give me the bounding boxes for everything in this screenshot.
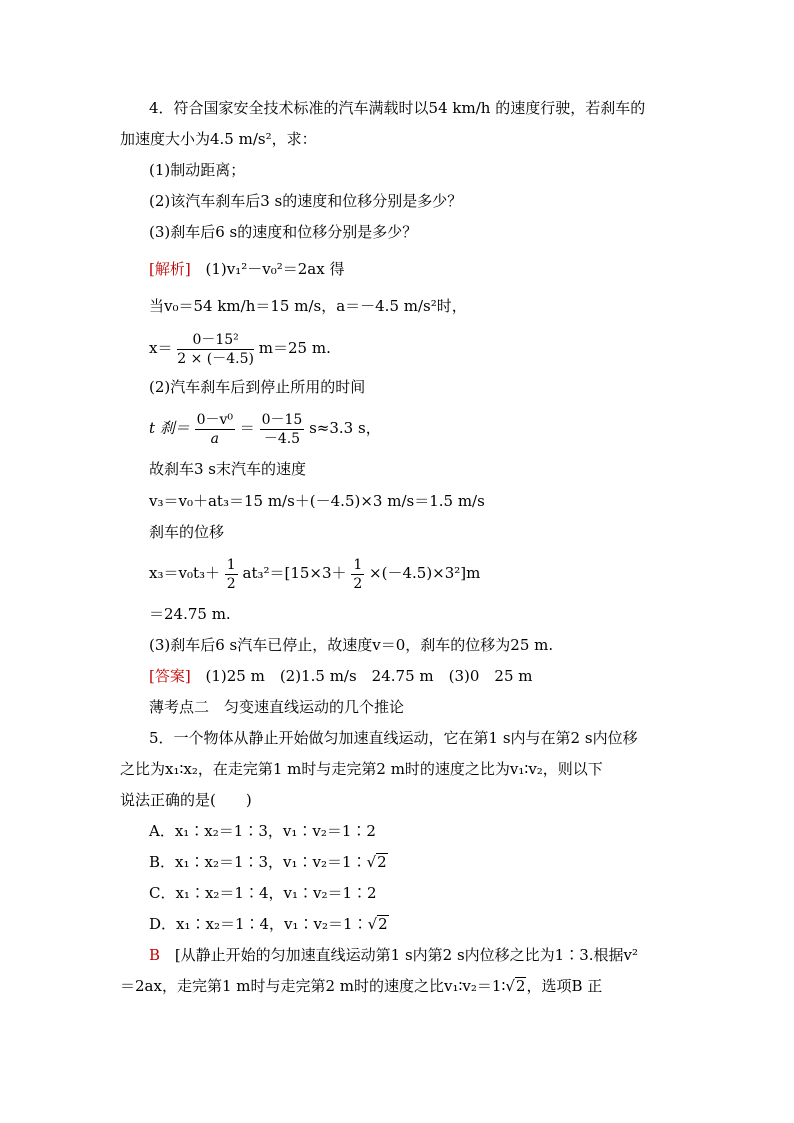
answer-text: (1)25 m (2)1.5 m/s 24.75 m (3)0 25 m	[205, 667, 533, 685]
q4-part3: (3)刹车后6 s的速度和位移分别是多少？	[149, 223, 418, 241]
sqrt-icon: √	[367, 915, 378, 933]
x3-part-a: x₃＝v₀t₃＋	[149, 564, 221, 582]
x3-formula	[149, 553, 480, 593]
q4-part2: (2)该汽车刹车后3 s的速度和位移分别是多少？	[149, 192, 463, 210]
t-numerator-1: 0－v⁰	[196, 411, 234, 428]
q4-part1: (1)制动距离；	[149, 161, 246, 179]
x-fraction	[177, 331, 254, 368]
half-num-1: 1	[226, 556, 236, 573]
q5-line1: 5．一个物体从静止开始做匀加速直线运动，它在第1 s内与在第2 s内位移	[149, 729, 638, 747]
t-denominator-2: －4.5	[263, 430, 301, 447]
t-lhs: t 刹＝	[149, 419, 190, 437]
jiexi-condition: 当v₀＝54 km/h＝15 m/s，a＝－4.5 m/s²时，	[149, 297, 467, 315]
velocity-intro: 故刹车3 s末汽车的速度	[149, 460, 307, 478]
t-fraction-2	[260, 411, 305, 448]
q4-line2: 加速度大小为4.5 m/s²，求：	[120, 130, 317, 148]
half-num-2: 1	[353, 556, 363, 573]
t-denominator-1: a	[210, 430, 219, 447]
t-numerator-2: 0－15	[261, 411, 303, 428]
x-numerator: 0－15²	[177, 331, 254, 350]
option-a: A．x₁∶x₂＝1∶3，v₁∶v₂＝1∶2	[149, 822, 376, 840]
option-c: C．x₁∶x₂＝1∶4，v₁∶v₂＝1∶2	[149, 884, 377, 902]
option-d-text: D．x₁∶x₂＝1∶4，v₁∶v₂＝1∶	[149, 915, 368, 933]
solution5-text2b: ，选项B 正	[526, 977, 603, 995]
part3-solution: (3)刹车后6 s汽车已停止，故速度v＝0，刹车的位移为25 m.	[149, 636, 554, 654]
t-rhs: s≈3.3 s，	[309, 419, 381, 437]
option-b	[149, 851, 388, 873]
answer-tag: [答案]	[149, 667, 191, 685]
jiexi-tag: [解析]	[149, 260, 191, 278]
solution5-line1	[149, 944, 638, 966]
x-rhs: m＝25 m.	[258, 339, 331, 357]
displacement-intro: 刹车的位移	[149, 523, 225, 541]
x3-result: ＝24.75 m.	[149, 605, 231, 623]
q5-line2: 之比为x₁∶x₂，在走完第1 m时与走完第2 m时的速度之比为v₁∶v₂，则以下	[120, 760, 603, 778]
solution5-radicand: 2	[515, 977, 526, 995]
velocity-eq: v₃＝v₀＋at₃＝15 m/s＋(－4.5)×3 m/s＝1.5 m/s	[149, 492, 485, 510]
solution5-line2	[120, 975, 602, 997]
half-den-2: 2	[353, 575, 363, 592]
section-title: 薄考点二 匀变速直线运动的几个推论	[149, 698, 405, 716]
half-fraction-2	[351, 556, 364, 593]
jiexi-eq1: (1)v₁²－v₀²＝2ax 得	[205, 260, 345, 278]
option-b-radicand: 2	[377, 853, 387, 871]
option-d	[149, 913, 389, 935]
x-denominator: 2 × (－4.5)	[177, 350, 254, 367]
solution5-text1: [从静止开始的匀加速直线运动第1 s内第2 s内位移之比为1∶3.根据v²	[174, 946, 639, 964]
x-lhs: x＝	[149, 339, 173, 357]
t-fraction-1	[195, 411, 235, 448]
x-formula	[149, 328, 331, 368]
x3-part-c: ×(－4.5)×3²]m	[369, 564, 481, 582]
q5-line3: 说法正确的是( )	[120, 791, 252, 809]
x3-part-b: at₃²＝[15×3＋	[242, 564, 347, 582]
solution5-letter: B	[149, 946, 161, 964]
answer-line	[149, 665, 532, 687]
solution5-text2a: ＝2ax，走完第1 m时与走完第2 m时的速度之比v₁∶v₂＝1∶	[120, 977, 506, 995]
option-d-radicand: 2	[378, 915, 388, 933]
q4-line1: 4．符合国家安全技术标准的汽车满载时以54 km/h 的速度行驶，若刹车的	[149, 99, 646, 117]
t-formula	[149, 408, 381, 448]
t-equals: ＝	[239, 419, 255, 437]
option-b-text: B．x₁∶x₂＝1∶3，v₁∶v₂＝1∶	[149, 853, 367, 871]
half-fraction-1	[225, 556, 238, 593]
part2-title: (2)汽车刹车后到停止所用的时间	[149, 378, 366, 396]
jiexi-line	[149, 258, 344, 280]
sqrt-icon: √	[366, 853, 377, 871]
half-den-1: 2	[226, 575, 236, 592]
sqrt-icon: √	[505, 977, 515, 995]
